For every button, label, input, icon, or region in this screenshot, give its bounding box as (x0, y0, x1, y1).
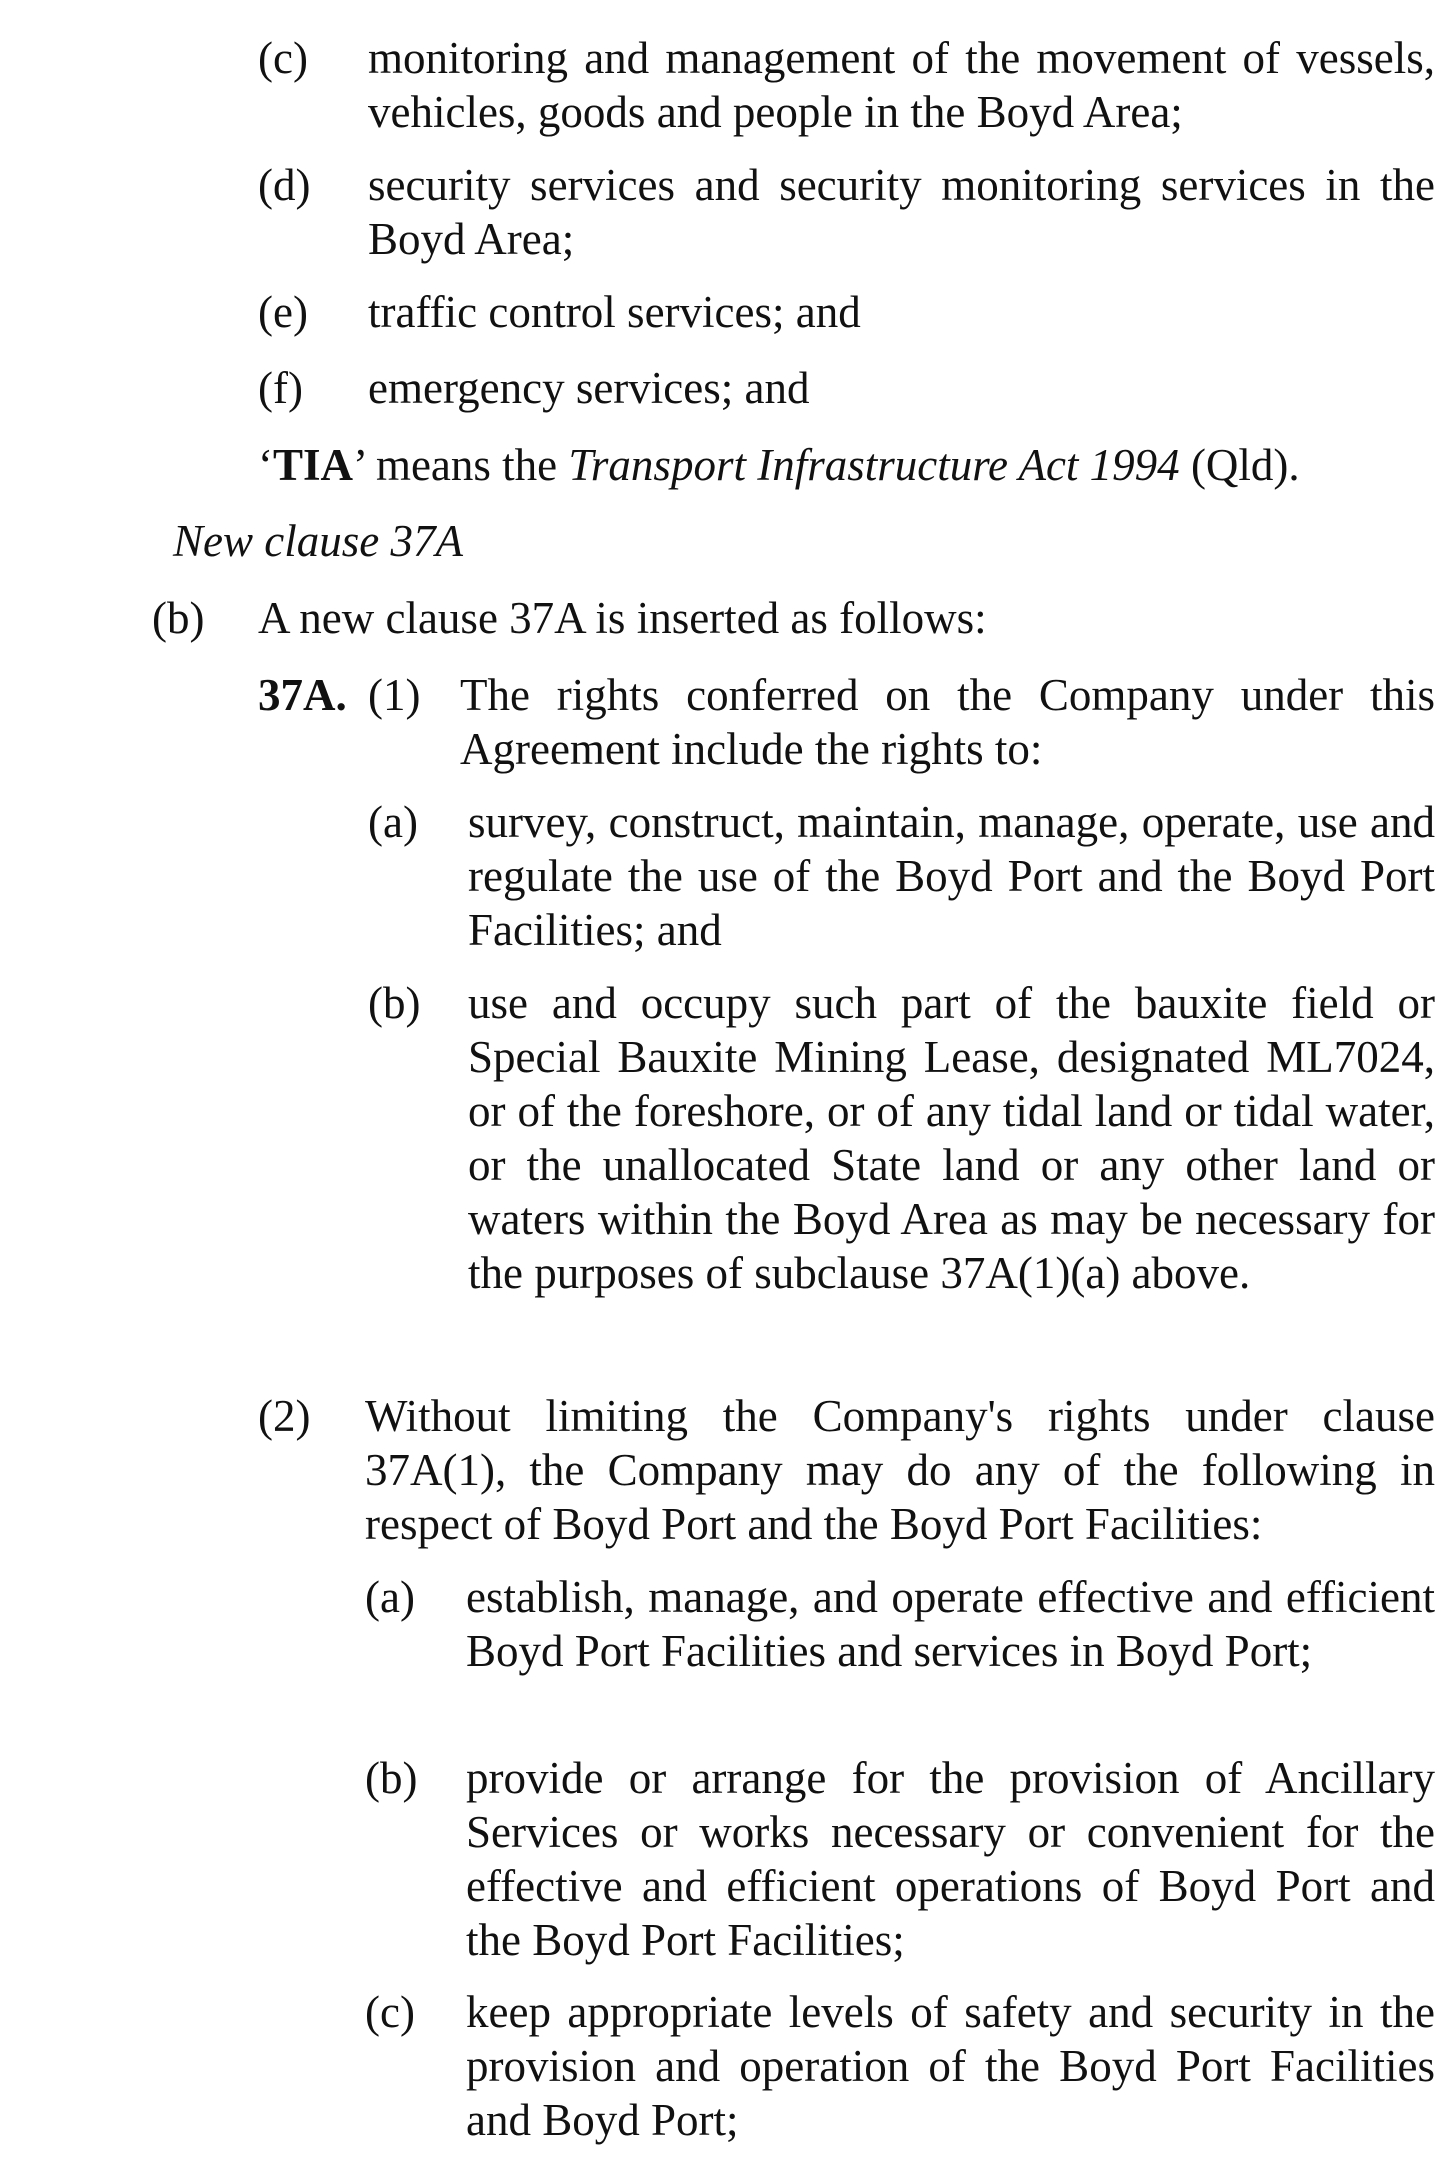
item-label: (f) (258, 363, 303, 413)
subclause-label: (1) (368, 670, 421, 720)
definition-connector: means the (364, 440, 569, 490)
close-quote: ’ (353, 440, 365, 490)
subclause-label: (2) (258, 1391, 311, 1441)
subclause-text: Without limiting the Company's rights under clause 37A(1), the Company may do any of the following in respect of Boyd Port and the Boyd Port Facilities: (365, 1391, 1435, 1549)
clause-number: 37A. (258, 670, 347, 720)
item-label: (b) (365, 1753, 418, 1803)
item-label: (a) (365, 1572, 415, 1622)
item-text: survey, construct, maintain, manage, operate, use and regulate the use of the Boyd Port and the Boyd Port Facilities; and (468, 797, 1435, 955)
item-text: keep appropriate levels of safety and security in the provision and operation of the Boyd Port Facilities and Boyd Port; (466, 1987, 1435, 2145)
jurisdiction: (Qld). (1179, 440, 1300, 490)
item-text: monitoring and management of the movement of vessels, vehicles, goods and people in the Boyd Area; (368, 33, 1435, 137)
item-label: (d) (258, 160, 311, 210)
act-title: Transport Infrastructure Act 1994 (568, 440, 1180, 490)
defined-term: TIA (273, 440, 354, 490)
item-text: emergency services; and (368, 363, 810, 413)
paragraph-label: (b) (152, 593, 205, 643)
subclause-text: The rights conferred on the Company under this Agreement include the rights to: (460, 670, 1435, 774)
tia-definition (258, 438, 1300, 492)
item-label: (a) (368, 797, 418, 847)
paragraph-text: A new clause 37A is inserted as follows: (258, 593, 987, 643)
open-quote: ‘ (258, 440, 273, 490)
section-heading: New clause 37A (173, 516, 463, 566)
item-label: (b) (368, 978, 421, 1028)
item-label: (e) (258, 287, 308, 337)
item-text: security services and security monitoring services in the Boyd Area; (368, 160, 1435, 264)
item-label: (c) (258, 33, 308, 83)
item-text: provide or arrange for the provision of Ancillary Services or works necessary or convenient for the effective and efficient operations of Boyd Port and the Boyd Port Facilities; (466, 1753, 1435, 1965)
item-text: use and occupy such part of the bauxite field or Special Bauxite Mining Lease, designated ML7024, or of the foreshore, or of any tidal land or tidal water, or the unallocated State land or any other land or waters within the Boyd Area as may be necessary for the purposes of subclause 37A(1)(a) above. (468, 978, 1435, 1298)
item-text: traffic control services; and (368, 287, 861, 337)
item-label: (c) (365, 1987, 415, 2037)
item-text: establish, manage, and operate effective and efficient Boyd Port Facilities and services in Boyd Port; (466, 1572, 1435, 1676)
